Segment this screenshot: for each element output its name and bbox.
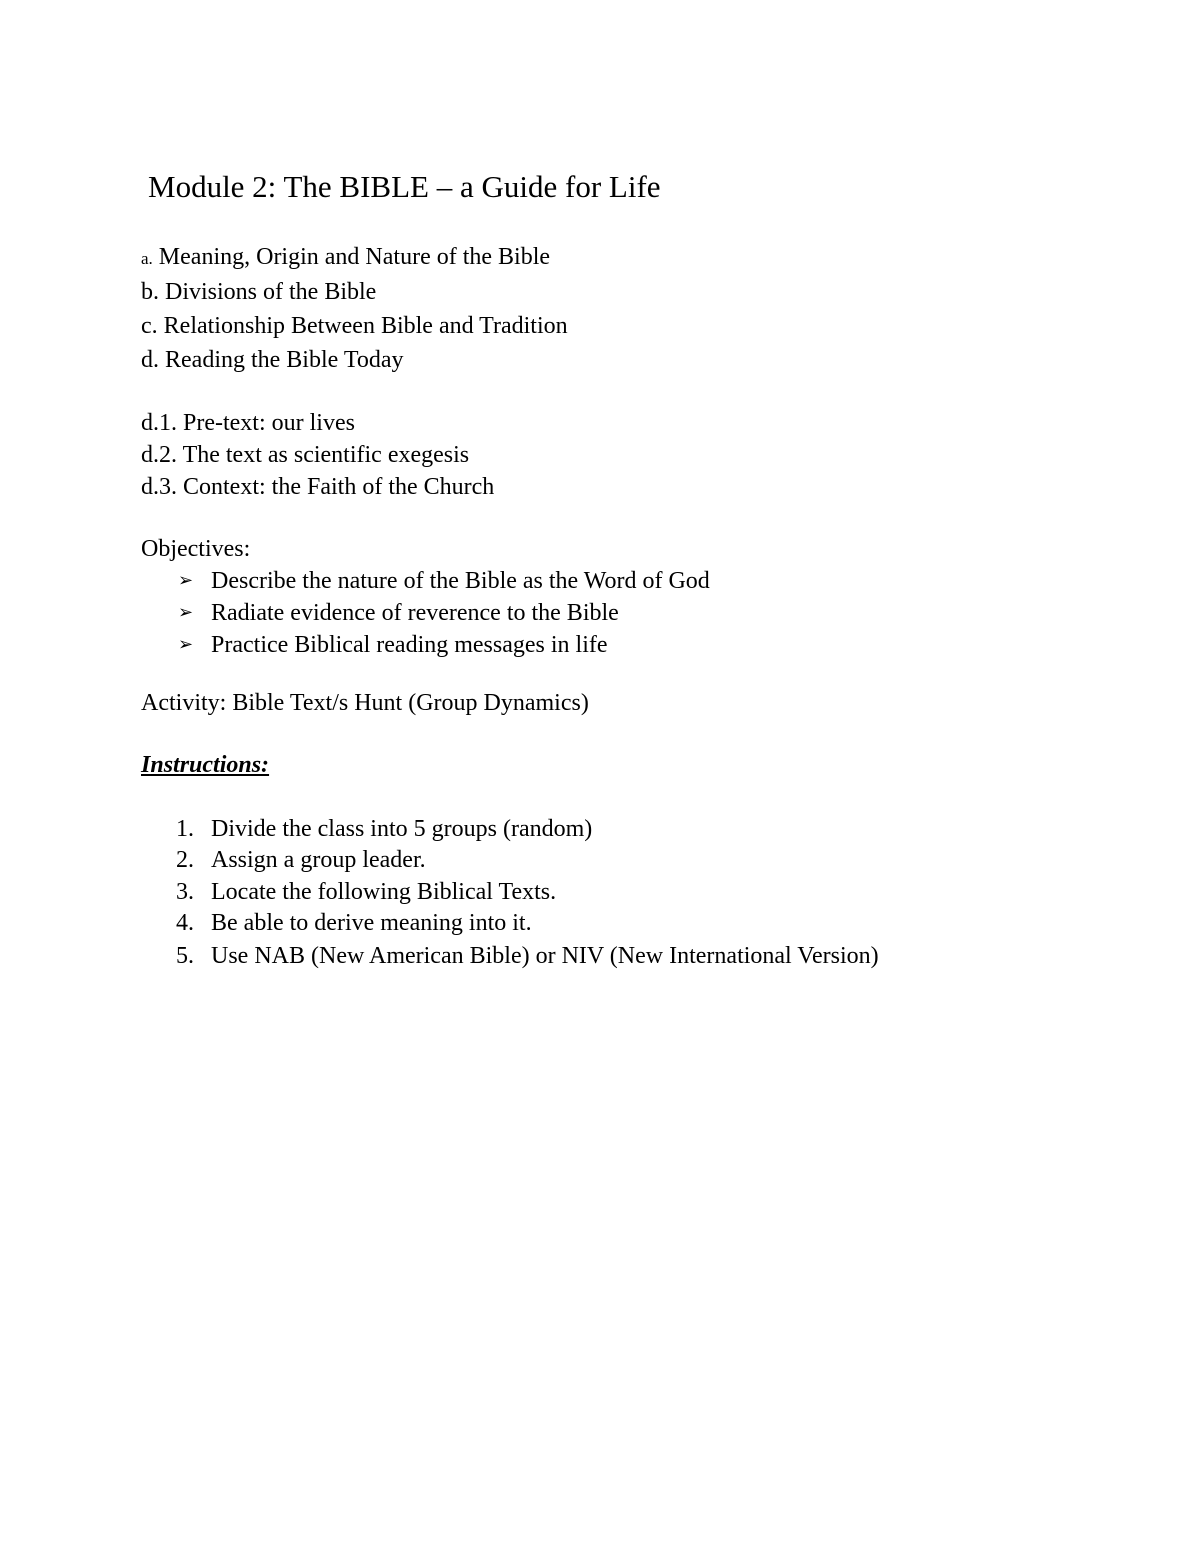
topic-text: Relationship Between Bible and Tradition [157, 313, 568, 339]
instruction-number: 5. [176, 943, 194, 969]
topic-text: Divisions of the Bible [159, 279, 377, 305]
topic-letter: d. [141, 347, 159, 373]
instruction-text: Locate the following Biblical Texts. [211, 879, 557, 905]
topic-item [141, 311, 568, 341]
subtopic-item: d.1. Pre-text: our lives [141, 410, 355, 436]
objective-text: Practice Biblical reading messages in life [211, 632, 608, 658]
objective-item [178, 630, 608, 660]
instruction-number: 2. [176, 847, 194, 873]
instruction-item [176, 941, 879, 971]
topic-text: Meaning, Origin and Nature of the Bible [152, 244, 551, 270]
arrow-bullet-icon: ➢ [178, 570, 194, 591]
objective-text: Describe the nature of the Bible as the Word of God [211, 568, 710, 594]
topic-item [141, 345, 404, 375]
objective-item [178, 598, 619, 628]
topic-letter: c. [141, 313, 158, 339]
instruction-text: Assign a group leader. [211, 847, 426, 873]
instruction-text: Use NAB (New American Bible) or NIV (New International Version) [211, 943, 879, 969]
instruction-text: Divide the class into 5 groups (random) [211, 816, 593, 842]
instruction-text: Be able to derive meaning into it. [211, 910, 532, 936]
objective-item [178, 566, 710, 596]
activity-line: Activity: Bible Text/s Hunt (Group Dynamics) [141, 690, 589, 716]
topic-letter: a. [141, 249, 153, 268]
arrow-bullet-icon: ➢ [178, 634, 194, 655]
subtopic-item: d.3. Context: the Faith of the Church [141, 474, 495, 500]
instruction-number: 3. [176, 879, 194, 905]
instruction-item [176, 908, 532, 938]
instructions-heading: Instructions: [141, 752, 270, 778]
topic-item [141, 277, 376, 307]
instruction-item [176, 877, 556, 907]
page-title: Module 2: The BIBLE – a Guide for Life [148, 169, 661, 204]
instruction-item [176, 814, 592, 844]
arrow-bullet-icon: ➢ [178, 602, 194, 623]
instruction-item [176, 845, 426, 875]
objectives-label: Objectives: [141, 536, 251, 562]
topic-text: Reading the Bible Today [159, 347, 404, 373]
instruction-number: 1. [176, 816, 194, 842]
instruction-number: 4. [176, 910, 194, 936]
subtopic-item: d.2. The text as scientific exegesis [141, 442, 470, 468]
topic-item [141, 242, 550, 274]
topic-letter: b. [141, 279, 159, 305]
objective-text: Radiate evidence of reverence to the Bible [211, 600, 619, 626]
